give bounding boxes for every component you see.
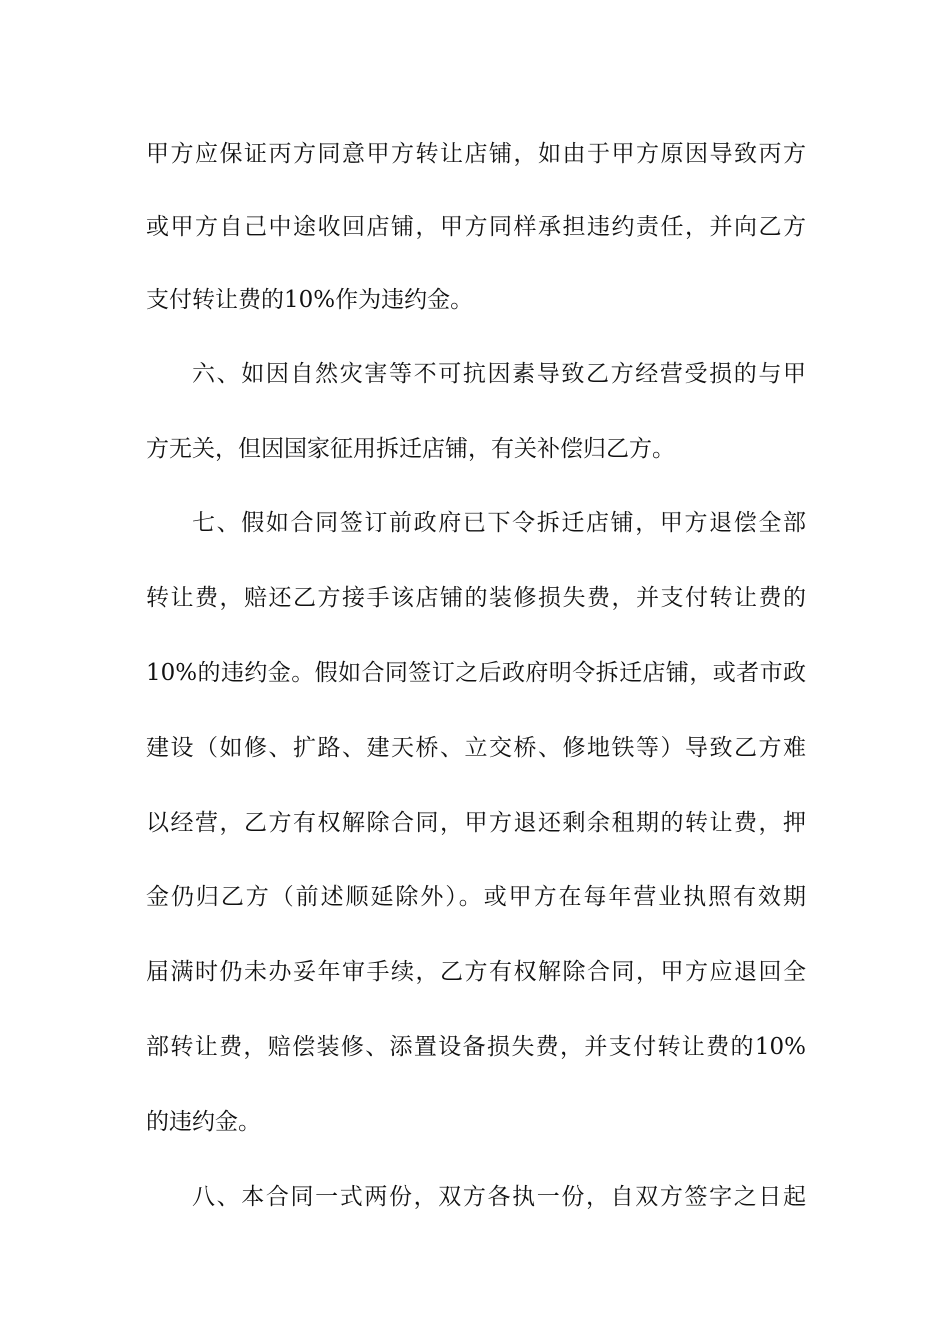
text-line: 的违约金。 [146, 1109, 261, 1135]
text-line: 部转让费，赔偿装修、添置设备损失费，并支付转让费的10% [146, 1034, 806, 1060]
text-line: 10%的违约金。假如合同签订之后政府明令拆迁店铺，或者市政 [146, 660, 806, 686]
text-line: 或甲方自己中途收回店铺，甲方同样承担违约责任，并向乙方 [146, 214, 806, 240]
text-line: 七、假如合同签订前政府已下令拆迁店铺，甲方退偿全部 [192, 510, 806, 536]
text-line: 届满时仍未办妥年审手续，乙方有权解除合同，甲方应退回全 [146, 959, 806, 985]
text-line: 转让费，赔还乙方接手该店铺的装修损失费，并支付转让费的 [146, 585, 806, 611]
text-line: 支付转让费的10%作为违约金。 [146, 287, 474, 313]
text-line: 方无关，但因国家征用拆迁店铺，有关补偿归乙方。 [146, 436, 675, 462]
text-line: 建设（如修、扩路、建天桥、立交桥、修地铁等）导致乙方难 [146, 735, 806, 761]
text-line: 六、如因自然灾害等不可抗因素导致乙方经营受损的与甲 [192, 361, 806, 387]
text-line: 以经营，乙方有权解除合同，甲方退还剩余租期的转让费，押 [146, 810, 806, 836]
text-line: 八、本合同一式两份，双方各执一份，自双方签字之日起 [192, 1184, 806, 1210]
text-line: 金仍归乙方（前述顺延除外）。或甲方在每年营业执照有效期 [146, 884, 806, 910]
text-line: 甲方应保证丙方同意甲方转让店铺，如由于甲方原因导致丙方 [146, 141, 806, 167]
